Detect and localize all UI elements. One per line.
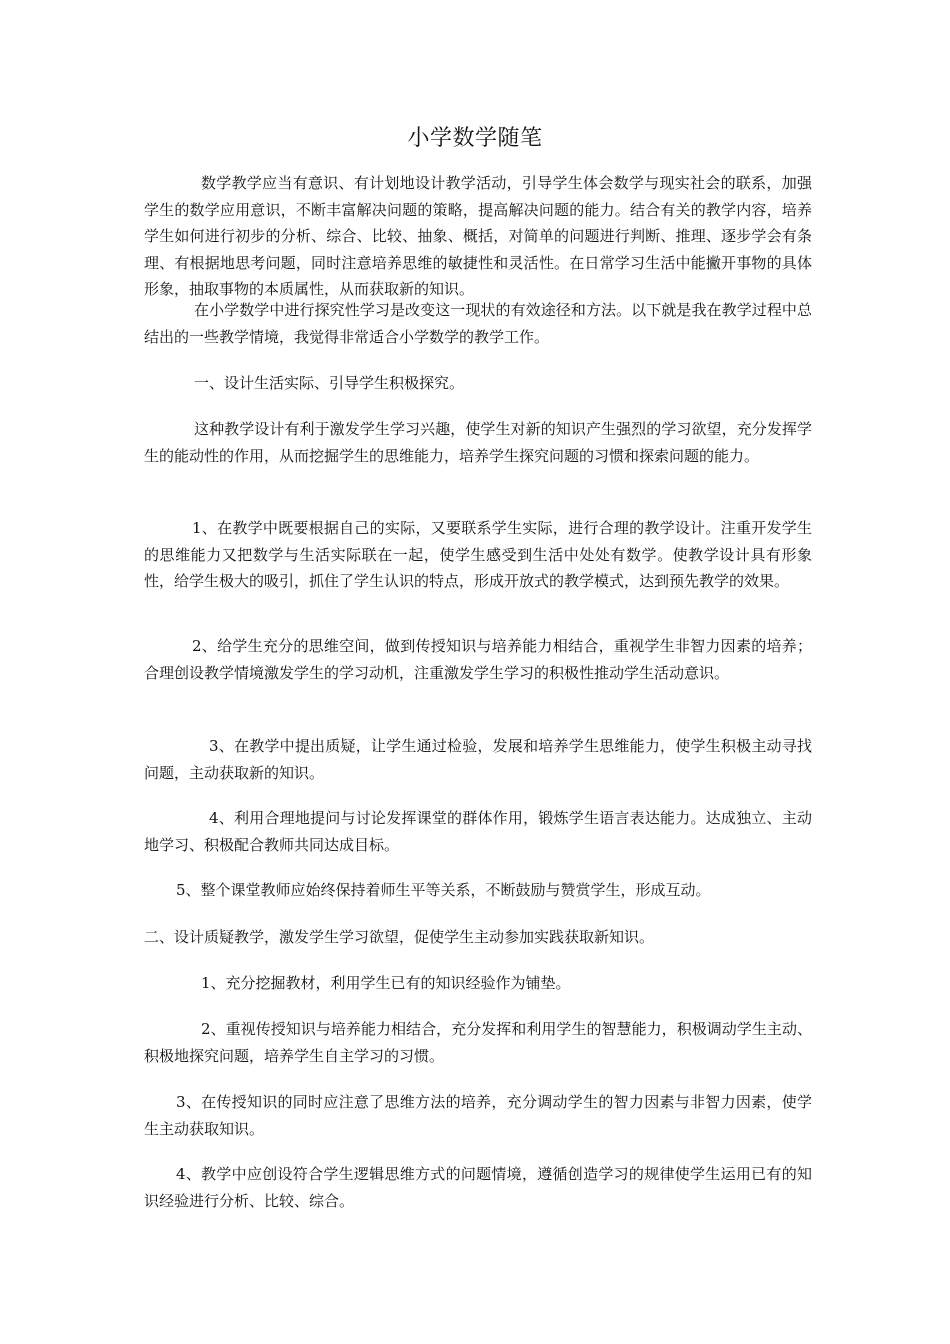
paragraph-method: 在小学数学中进行探究性学习是改变这一现状的有效途径和方法。以下就是我在教学过程中总结出的一些教学情境，我觉得非常适合小学数学的教学工作。	[144, 301, 812, 346]
list-item-1-1: 1、在教学中既要根据自己的实际，又要联系学生实际，进行合理的教学设计。注重开发学生的思维能力又把数学与生活实际联在一起，使学生感受到生活中处处有数学。使教学设计具有形象性，给学生极大的吸引，抓住了学生认识的特点，形成开放式的教学模式，达到预先教学的效果。	[144, 519, 812, 590]
list-item-1-2: 2、给学生充分的思维空间，做到传授知识与培养能力相结合，重视学生非智力因素的培养；合理创设教学情境激发学生的学习动机，注重激发学生学习的积极性推动学生活动意识。	[144, 637, 812, 682]
list-item-1-4: 4、利用合理地提问与讨论发挥课堂的群体作用，锻炼学生语言表达能力。达成独立、主动地学习、积极配合教师共同达成目标。	[144, 809, 812, 854]
list-item-2-3: 3、在传授知识的同时应注意了思维方法的培养，充分调动学生的智力因素与非智力因素，使学生主动获取知识。	[144, 1093, 812, 1138]
section-heading-2: 二、设计质疑教学，激发学生学习欲望，促使学生主动参加实践获取新知识。	[144, 928, 655, 946]
section-heading-1: 一、设计生活实际、引导学生积极探究。	[194, 374, 465, 392]
paragraph-intro: 数学教学应当有意识、有计划地设计教学活动，引导学生体会数学与现实社会的联系，加强学生的数学应用意识，不断丰富解决问题的策略，提高解决问题的能力。结合有关的教学内容，培养学生如何进行初步的分析、综合、比较、抽象、概括，对简单的问题进行判断、推理、逐步学会有条理、有根据地思考问题，同时注意培养思维的敏捷性和灵活性。在日常学习生活中能撇开事物的具体形象，抽取事物的本质属性，从而获取新的知识。	[144, 174, 812, 298]
paragraph-section-1-intro: 这种教学设计有利于激发学生学习兴趣，使学生对新的知识产生强烈的学习欲望，充分发挥学生的能动性的作用，从而挖掘学生的思维能力，培养学生探究问题的习惯和探索问题的能力。	[144, 420, 812, 465]
list-item-2-4: 4、教学中应创设符合学生逻辑思维方式的问题情境，遵循创造学习的规律使学生运用已有的知识经验进行分析、比较、综合。	[144, 1165, 812, 1210]
list-item-1-3: 3、在教学中提出质疑，让学生通过检验，发展和培养学生思维能力，使学生积极主动寻找问题，主动获取新的知识。	[144, 737, 812, 782]
list-item-2-1: 1、充分挖掘教材，利用学生已有的知识经验作为铺垫。	[201, 974, 571, 992]
list-item-1-5: 5、整个课堂教师应始终保持着师生平等关系，不断鼓励与赞赏学生，形成互动。	[176, 881, 711, 899]
list-item-2-2: 2、重视传授知识与培养能力相结合，充分发挥和利用学生的智慧能力，积极调动学生主动、积极地探究问题，培养学生自主学习的习惯。	[144, 1020, 812, 1065]
document-title: 小学数学随笔	[407, 126, 543, 151]
